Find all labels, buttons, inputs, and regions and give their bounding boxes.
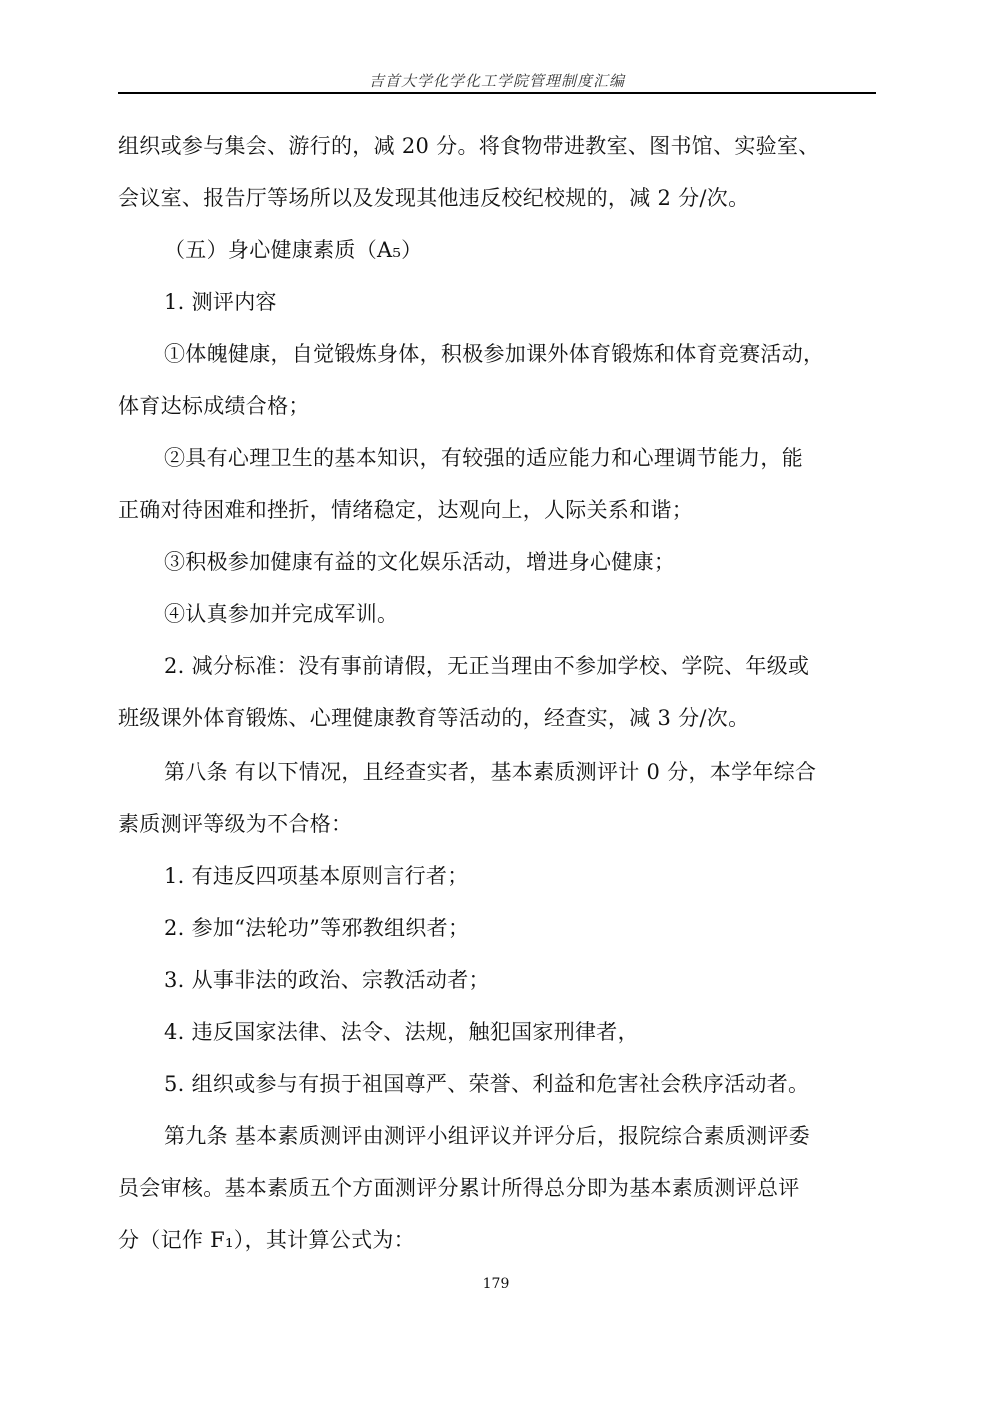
text-line: 5. 组织或参与有损于祖国尊严、荣誉、利益和危害社会秩序活动者。 bbox=[164, 1072, 810, 1096]
text-line: 员会审核。基本素质五个方面测评分累计所得总分即为基本素质测评总评 bbox=[118, 1176, 800, 1200]
text-line: （五）身心健康素质（A₅） bbox=[164, 238, 423, 262]
text-line: 第九条 基本素质测评由测评小组评议并评分后，报院综合素质测评委 bbox=[164, 1124, 810, 1148]
text-line: 第八条 有以下情况，且经查实者，基本素质测评计 0 分，本学年综合 bbox=[164, 760, 817, 784]
text-line: ①体魄健康，自觉锻炼身体，积极参加课外体育锻炼和体育竞赛活动， bbox=[164, 342, 825, 366]
header-divider bbox=[118, 92, 876, 94]
text-line: 正确对待困难和挫折，情绪稳定，达观向上，人际关系和谐； bbox=[118, 498, 694, 522]
page-number: 179 bbox=[482, 1276, 510, 1292]
text-line: 1. 有违反四项基本原则言行者； bbox=[164, 864, 469, 888]
text-line: 1. 测评内容 bbox=[164, 290, 277, 314]
text-line: 2. 参加“法轮功”等邪教组织者； bbox=[164, 916, 470, 940]
text-line: ③积极参加健康有益的文化娱乐活动，增进身心健康； bbox=[164, 550, 676, 574]
text-line: 会议室、报告厅等场所以及发现其他违反校纪校规的，减 2 分/次。 bbox=[118, 186, 750, 210]
text-line: 体育达标成绩合格； bbox=[118, 394, 310, 418]
text-line: 素质测评等级为不合格： bbox=[118, 812, 353, 836]
text-line: 3. 从事非法的政治、宗教活动者； bbox=[164, 968, 490, 992]
text-line: ④认真参加并完成军训。 bbox=[164, 602, 399, 626]
text-line: ②具有心理卫生的基本知识，有较强的适应能力和心理调节能力，能 bbox=[164, 446, 803, 470]
text-line: 班级课外体育锻炼、心理健康教育等活动的，经查实，减 3 分/次。 bbox=[118, 706, 750, 730]
text-line: 4. 违反国家法律、法令、法规，触犯国家刑律者， bbox=[164, 1020, 639, 1044]
text-line: 组织或参与集会、游行的，减 20 分。将食物带进教室、图书馆、实验室、 bbox=[118, 134, 820, 158]
document-header: 吉首大学化学化工学院管理制度汇编 bbox=[368, 72, 625, 90]
text-line: 分（记作 F₁），其计算公式为： bbox=[118, 1228, 415, 1252]
text-line: 2. 减分标准：没有事前请假，无正当理由不参加学校、学院、年级或 bbox=[164, 654, 810, 678]
